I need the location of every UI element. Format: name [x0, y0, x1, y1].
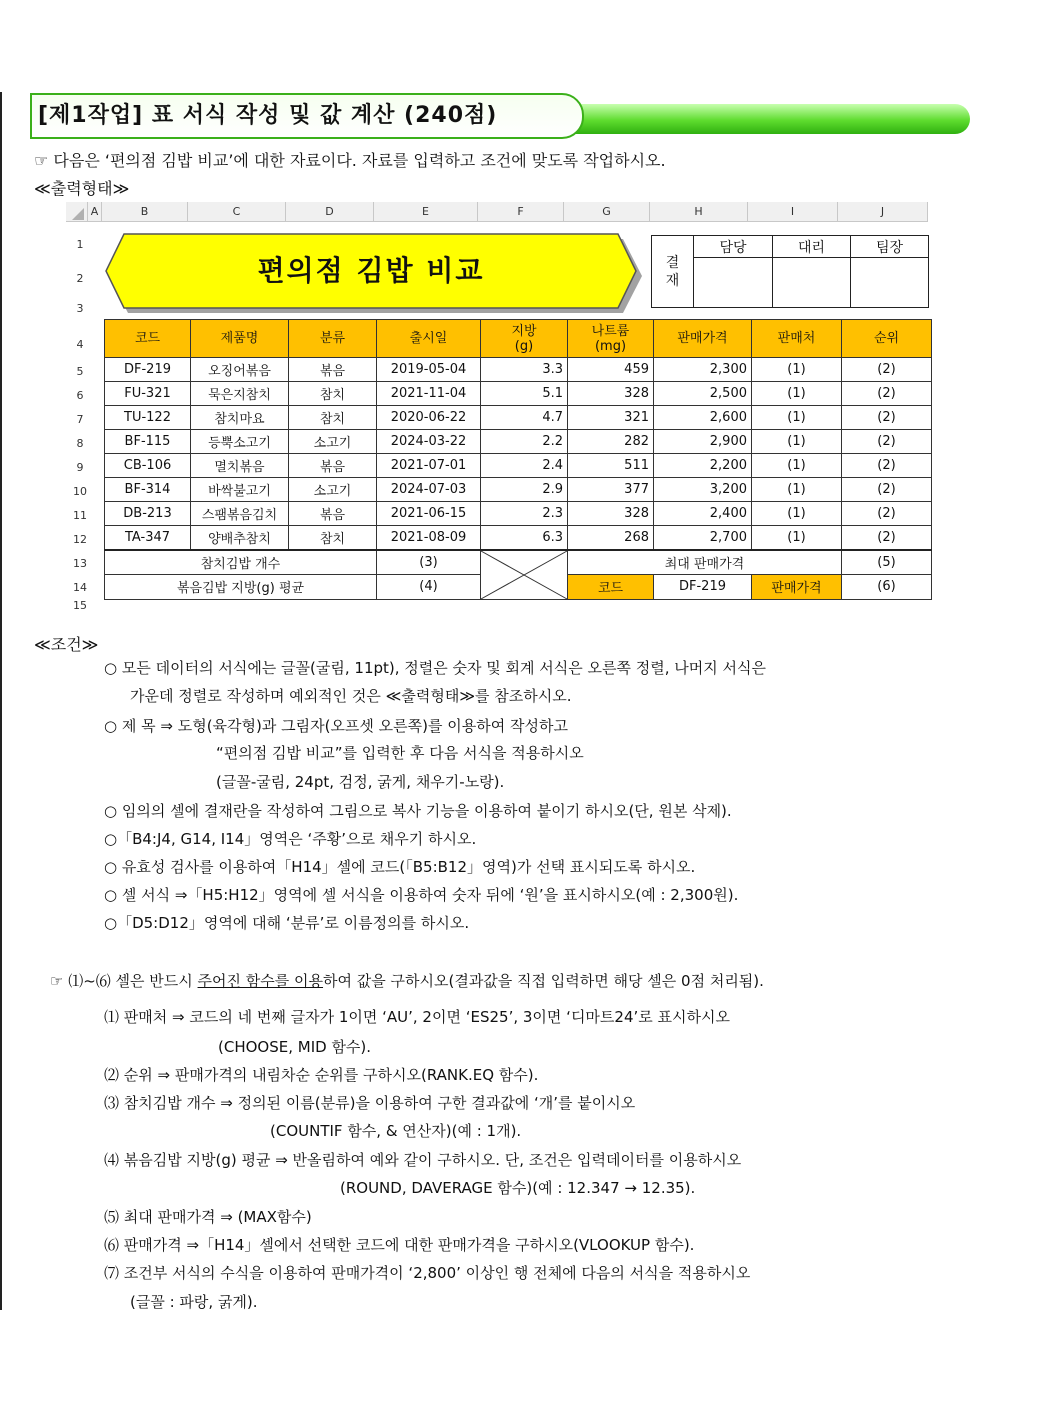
table-cell[interactable]: 2024-07-03: [377, 478, 481, 502]
column-header[interactable]: B: [102, 202, 188, 222]
table-row: [105, 502, 932, 526]
row-header[interactable]: 8: [76, 437, 84, 450]
table-cell[interactable]: (1): [752, 526, 842, 550]
price-label-cell: 판매가격: [752, 574, 842, 599]
function-line: (글꼴 : 파랑, 굵게).: [130, 1293, 258, 1311]
condition-line: ○「D5:D12」영역에 대해 ‘분류’로 이름정의를 하시오.: [104, 914, 470, 932]
table-cell[interactable]: 2020-06-22: [377, 406, 481, 430]
table-cell[interactable]: 2.9: [481, 478, 568, 502]
functions-heading-post: 하여 값을 구하시오(결과값을 직접 입력하면 해당 셀은 0점 처리됨).: [323, 972, 764, 990]
output-format-label: ≪출력형태≫: [34, 179, 130, 198]
table-cell[interactable]: 511: [568, 454, 654, 478]
approval-sign-cell[interactable]: [773, 258, 851, 308]
function-line: (CHOOSE, MID 함수).: [218, 1038, 372, 1056]
column-header[interactable]: E: [374, 202, 478, 222]
approval-col-lead: 팀장: [851, 236, 929, 258]
table-cell[interactable]: 2.4: [481, 454, 568, 478]
table-cell[interactable]: BF-115: [105, 430, 191, 454]
table-cell[interactable]: 2,600: [654, 406, 752, 430]
table-cell[interactable]: (1): [752, 478, 842, 502]
table-cell[interactable]: (2): [842, 358, 932, 382]
table-cell[interactable]: 268: [568, 526, 654, 550]
table-cell[interactable]: 스팸볶음김치: [191, 502, 289, 526]
row-header[interactable]: 4: [76, 338, 84, 351]
row-header[interactable]: 11: [73, 509, 87, 522]
column-header[interactable]: A: [88, 202, 102, 222]
sheet-title: 편의점 김밥 비교: [257, 254, 485, 287]
max-price-value[interactable]: (5): [842, 550, 932, 575]
column-header[interactable]: I: [748, 202, 838, 222]
table-cell[interactable]: DF-219: [105, 358, 191, 382]
table-cell[interactable]: 2.3: [481, 502, 568, 526]
condition-line: ○「B4:J4, G14, I14」영역은 ‘주황’으로 채우기 하시오.: [104, 830, 477, 848]
data-table: [104, 319, 932, 600]
diagonal-blank-cell: [481, 550, 568, 600]
table-cell[interactable]: 2021-11-04: [377, 382, 481, 406]
table-cell[interactable]: FU-321: [105, 382, 191, 406]
code-select-cell[interactable]: DF-219: [654, 574, 752, 599]
column-title: 분류: [289, 320, 377, 358]
table-cell[interactable]: 2.2: [481, 430, 568, 454]
column-header[interactable]: H: [650, 202, 748, 222]
table-cell[interactable]: (1): [752, 454, 842, 478]
row-header[interactable]: 15: [73, 599, 87, 612]
condition-line: ○ 모든 데이터의 서식에는 글꼴(굴림, 11pt), 정렬은 숫자 및 회계 서식은 오른쪽 정렬, 나머지 서식은: [104, 659, 766, 677]
row-header[interactable]: 12: [73, 533, 87, 546]
function-line: ⑷ 볶음김밥 지방(g) 평균 ⇒ 반올림하여 예와 같이 구하시오. 단, 조건은 입력데이터를 이용하시오: [104, 1151, 742, 1169]
condition-line: 가운데 정렬로 작성하며 예외적인 것은 ≪출력형태≫를 참조하시오.: [130, 687, 572, 705]
header-green-bar: [560, 104, 970, 134]
column-header[interactable]: J: [838, 202, 928, 222]
corner-select-all[interactable]: [66, 202, 88, 222]
table-cell[interactable]: 2019-05-04: [377, 358, 481, 382]
table-cell[interactable]: 2021-08-09: [377, 526, 481, 550]
tuna-count-value[interactable]: (3): [377, 550, 481, 575]
approval-box: [651, 235, 929, 308]
function-line: (COUNTIF 함수, & 연산자)(예 : 1개).: [270, 1122, 522, 1140]
table-cell[interactable]: 오징어볶음: [191, 358, 289, 382]
table-cell[interactable]: BF-314: [105, 478, 191, 502]
row-header[interactable]: 5: [76, 365, 84, 378]
table-cell[interactable]: 2024-03-22: [377, 430, 481, 454]
table-cell[interactable]: 참치: [289, 526, 377, 550]
row-header[interactable]: 3: [76, 302, 84, 315]
approval-sign-cell[interactable]: [694, 258, 773, 308]
column-title: 코드: [105, 320, 191, 358]
code-label-cell: 코드: [568, 574, 654, 599]
column-header[interactable]: G: [564, 202, 650, 222]
row-header[interactable]: 14: [73, 581, 87, 594]
table-row: [105, 358, 932, 382]
table-cell[interactable]: 볶음: [289, 358, 377, 382]
approval-col-assistant: 대리: [773, 236, 851, 258]
functions-heading-underlined: 주어진 함수를 이용: [197, 972, 324, 990]
table-cell[interactable]: 459: [568, 358, 654, 382]
table-cell[interactable]: 볶음: [289, 454, 377, 478]
lookup-price-value[interactable]: (6): [842, 574, 932, 599]
row-header[interactable]: 7: [76, 413, 84, 426]
table-cell[interactable]: 3,200: [654, 478, 752, 502]
table-row: [105, 526, 932, 550]
table-cell[interactable]: 볶음: [289, 502, 377, 526]
column-title: 출시일: [377, 320, 481, 358]
row-header[interactable]: 1: [76, 238, 84, 251]
condition-line: ○ 셀 서식 ⇒「H5:H12」영역에 셀 서식을 이용하여 숫자 뒤에 ‘원’을 표시하시오(예 : 2,300원).: [104, 886, 739, 904]
column-header[interactable]: D: [286, 202, 374, 222]
column-title: 지방 (g): [481, 320, 568, 358]
table-cell[interactable]: (2): [842, 454, 932, 478]
table-cell[interactable]: 5.1: [481, 382, 568, 406]
table-cell[interactable]: 2,700: [654, 526, 752, 550]
table-cell[interactable]: 참치: [289, 382, 377, 406]
condition-line: ○ 유효성 검사를 이용하여「H14」셀에 코드(「B5:B12」영역)가 선택 표시되도록 하시오.: [104, 858, 696, 876]
page-title: [제1작업] 표 서식 작성 및 값 계산 (240점): [38, 103, 498, 128]
table-cell[interactable]: (2): [842, 382, 932, 406]
tuna-count-label: 참치김밥 개수: [105, 550, 377, 575]
condition-line: ○ 제 목 ⇒ 도형(육각형)과 그림자(오프셋 오른쪽)를 이용하여 작성하고: [104, 717, 568, 735]
column-header[interactable]: F: [478, 202, 564, 222]
table-cell[interactable]: 등뿍소고기: [191, 430, 289, 454]
table-cell[interactable]: 2021-07-01: [377, 454, 481, 478]
approval-sign-cell[interactable]: [851, 258, 929, 308]
table-cell[interactable]: 2,400: [654, 502, 752, 526]
diagonal-cross: [481, 551, 567, 599]
intro-text: ☞ 다음은 ‘편의점 김밥 비교’에 대한 자료이다. 자료를 입력하고 조건에 맞도록 작업하시오.: [34, 151, 666, 170]
table-cell[interactable]: (1): [752, 430, 842, 454]
table-cell[interactable]: 소고기: [289, 430, 377, 454]
table-row: [105, 382, 932, 406]
function-line: ⑴ 판매처 ⇒ 코드의 네 번째 글자가 1이면 ‘AU’, 2이면 ‘ES25’, 3이면 ‘디마트24’로 표시하시오: [104, 1008, 730, 1026]
table-cell[interactable]: DB-213: [105, 502, 191, 526]
table-cell[interactable]: 328: [568, 502, 654, 526]
column-title: 판매가격: [654, 320, 752, 358]
max-price-label: 최대 판매가격: [568, 550, 842, 575]
table-cell[interactable]: (1): [752, 502, 842, 526]
column-title: 순위: [842, 320, 932, 358]
table-cell[interactable]: 321: [568, 406, 654, 430]
conditions-label: ≪조건≫: [34, 635, 99, 654]
row-header[interactable]: 2: [76, 272, 84, 285]
table-cell[interactable]: 바싹불고기: [191, 478, 289, 502]
table-cell[interactable]: CB-106: [105, 454, 191, 478]
left-margin-rule: [0, 92, 2, 1310]
table-cell[interactable]: 묵은지참치: [191, 382, 289, 406]
stir-fry-fat-label: 볶음김밥 지방(g) 평균: [105, 574, 377, 599]
table-cell[interactable]: TU-122: [105, 406, 191, 430]
select-all-icon: [66, 202, 86, 222]
table-cell[interactable]: 282: [568, 430, 654, 454]
stir-fry-fat-value[interactable]: (4): [377, 574, 481, 599]
table-cell[interactable]: (1): [752, 358, 842, 382]
condition-line: (글꼴-굴림, 24pt, 검정, 굵게, 채우기-노랑).: [216, 773, 505, 791]
column-header[interactable]: C: [188, 202, 286, 222]
column-title: 제품명: [191, 320, 289, 358]
table-cell[interactable]: (2): [842, 406, 932, 430]
table-cell[interactable]: 2,300: [654, 358, 752, 382]
table-cell[interactable]: (1): [752, 382, 842, 406]
condition-line: ○ 임의의 셀에 결재란을 작성하여 그림으로 복사 기능을 이용하여 붙이기 하시오(단, 원본 삭제).: [104, 802, 732, 820]
table-cell[interactable]: 4.7: [481, 406, 568, 430]
table-row: [105, 430, 932, 454]
table-cell[interactable]: (2): [842, 502, 932, 526]
table-cell[interactable]: 328: [568, 382, 654, 406]
table-cell[interactable]: TA-347: [105, 526, 191, 550]
table-cell[interactable]: 2,500: [654, 382, 752, 406]
table-cell[interactable]: 2,900: [654, 430, 752, 454]
table-cell[interactable]: 3.3: [481, 358, 568, 382]
function-line: ⑺ 조건부 서식의 수식을 이용하여 판매가격이 ‘2,800’ 이상인 행 전체에 다음의 서식을 적용하시오: [104, 1264, 751, 1282]
table-cell[interactable]: 소고기: [289, 478, 377, 502]
table-cell[interactable]: 6.3: [481, 526, 568, 550]
table-row: [105, 478, 932, 502]
function-line: ⑹ 판매가격 ⇒「H14」셀에서 선택한 코드에 대한 판매가격을 구하시오(VLOOKUP 함수).: [104, 1236, 695, 1254]
table-header-row: [105, 320, 932, 358]
approval-col-staff: 담당: [694, 236, 773, 258]
table-cell[interactable]: 참치: [289, 406, 377, 430]
approval-side-label: 결 재: [652, 236, 694, 308]
table-cell[interactable]: (1): [752, 406, 842, 430]
function-line: ⑶ 참치김밥 개수 ⇒ 정의된 이름(분류)을 이용하여 구한 결과값에 ‘개’를 붙이시오: [104, 1094, 636, 1112]
column-title: 나트륨 (mg): [568, 320, 654, 358]
table-cell[interactable]: 참치마요: [191, 406, 289, 430]
row-header[interactable]: 6: [76, 389, 84, 402]
row-header[interactable]: 9: [76, 461, 84, 474]
table-cell[interactable]: 2021-06-15: [377, 502, 481, 526]
table-cell[interactable]: (2): [842, 430, 932, 454]
function-line: (ROUND, DAVERAGE 함수)(예 : 12.347 → 12.35).: [340, 1179, 696, 1197]
row-header[interactable]: 10: [73, 485, 87, 498]
summary-row-13: [105, 550, 932, 575]
function-line: ⑸ 최대 판매가격 ⇒ (MAX함수): [104, 1208, 312, 1226]
table-cell[interactable]: 멸치볶음: [191, 454, 289, 478]
function-line: ⑵ 순위 ⇒ 판매가격의 내림차순 순위를 구하시오(RANK.EQ 함수).: [104, 1066, 539, 1084]
table-row: [105, 406, 932, 430]
table-cell[interactable]: (2): [842, 526, 932, 550]
table-row: [105, 454, 932, 478]
table-cell[interactable]: 377: [568, 478, 654, 502]
row-header[interactable]: 13: [73, 557, 87, 570]
table-cell[interactable]: (2): [842, 478, 932, 502]
condition-line: “편의점 김밥 비교”를 입력한 후 다음 서식을 적용하시오: [216, 744, 584, 762]
table-cell[interactable]: 양배추참치: [191, 526, 289, 550]
functions-heading-pre: ☞ ⑴~⑹ 셀은 반드시: [50, 972, 198, 990]
column-title: 판매처: [752, 320, 842, 358]
table-cell[interactable]: 2,200: [654, 454, 752, 478]
functions-heading: [50, 970, 764, 991]
